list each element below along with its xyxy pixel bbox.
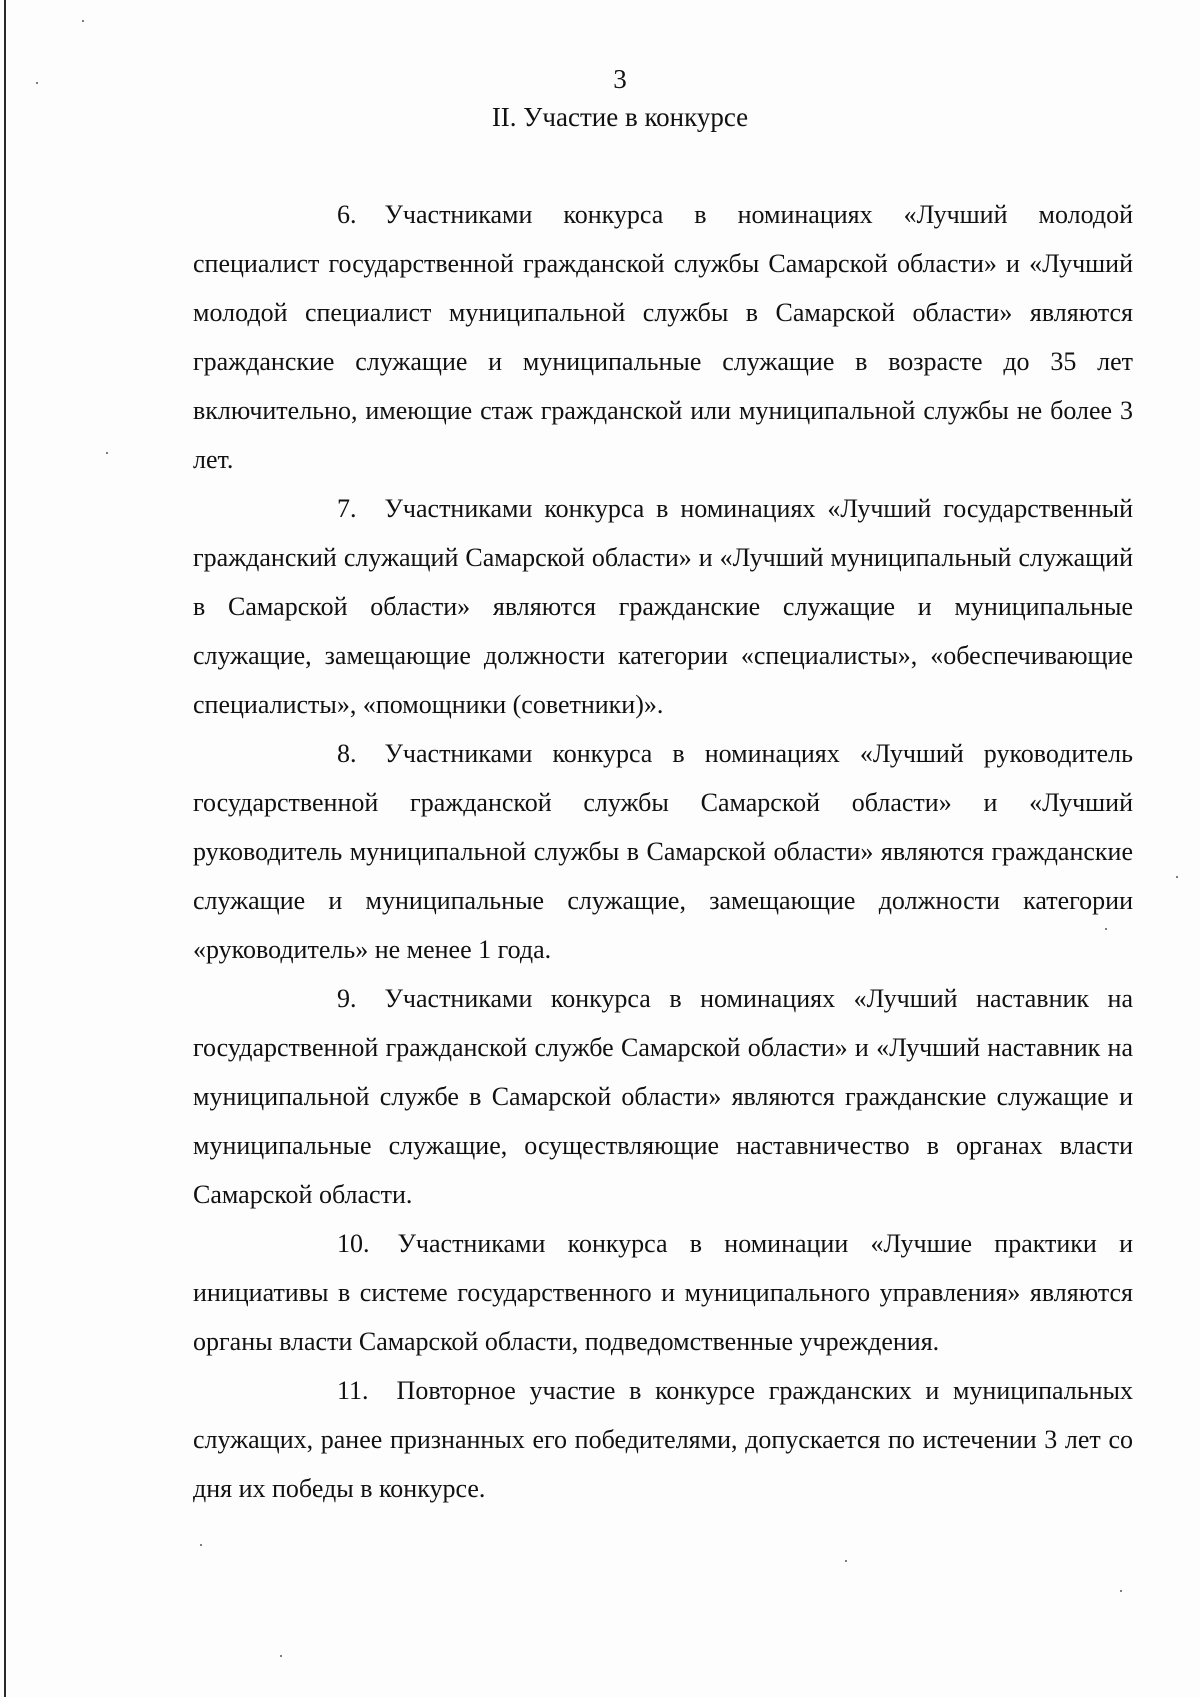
paragraph-text: Участниками конкурса в номинации «Лучшие практики и инициативы в системе государственного и муниципального управления» являются органы власти Самарской области, подведомственные учреждения.	[193, 1229, 1133, 1356]
paragraph-10	[193, 1219, 1133, 1366]
paragraph-number: 6.	[337, 200, 357, 229]
scan-speck	[82, 20, 84, 22]
paragraph-6	[193, 190, 1133, 484]
page-edge-line	[4, 0, 6, 1697]
scan-speck	[1176, 876, 1178, 878]
section-title: II. Участие в конкурсе	[491, 102, 749, 132]
paragraph-8	[193, 729, 1133, 974]
paragraph-number: 10.	[337, 1229, 370, 1258]
scan-speck	[106, 452, 108, 454]
paragraph-9	[193, 974, 1133, 1219]
scan-speck	[200, 1544, 202, 1546]
paragraph-text: Участниками конкурса в номинациях «Лучший руководитель государственной гражданской службы Самарской области» и «Лучший руководитель муниципальной службы в Самарской области» являются гражданские служащие и муниципальные служащие, замещающие должности категории «руководитель» не менее 1 года.	[193, 739, 1133, 964]
paragraph-text: Участниками конкурса в номинациях «Лучший наставник на государственной гражданской службе Самарской области» и «Лучший наставник на муниципальной службе в Самарской области» являются гражданские служащие и муниципальные служащие, осуществляющие наставничество в органах власти Самарской области.	[193, 984, 1133, 1209]
paragraph-text: Участниками конкурса в номинациях «Лучший молодой специалист государственной гражданской службы Самарской области» и «Лучший молодой специалист муниципальной службы в Самарской области» являются гражданские служащие и муниципальные служащие в возрасте до 35 лет включительно, имеющие стаж гражданской или муниципальной службы не более 3 лет.	[193, 200, 1133, 474]
scan-speck	[36, 82, 38, 84]
page-number: 3	[613, 64, 627, 94]
paragraph-text: Повторное участие в конкурсе гражданских и муниципальных служащих, ранее признанных его победителями, допускается по истечении 3 лет со дня их победы в конкурсе.	[193, 1376, 1133, 1503]
paragraph-number: 7.	[337, 494, 357, 523]
paragraph-text: Участниками конкурса в номинациях «Лучший государственный гражданский служащий Самарской области» и «Лучший муниципальный служащий в Самарской области» являются гражданские служащие и муниципальные служащие, замещающие должности категории «специалисты», «обеспечивающие специалисты», «помощники (советники)».	[193, 494, 1133, 719]
scan-speck	[1120, 1590, 1122, 1592]
paragraph-number: 9.	[337, 984, 357, 1013]
scan-speck	[1105, 928, 1107, 930]
paragraph-number: 11.	[337, 1376, 369, 1405]
paragraph-11	[193, 1366, 1133, 1513]
document-body	[193, 190, 1133, 1513]
paragraph-7	[193, 484, 1133, 729]
paragraph-number: 8.	[337, 739, 357, 768]
scan-speck	[280, 1655, 282, 1657]
scan-speck	[845, 1560, 847, 1562]
